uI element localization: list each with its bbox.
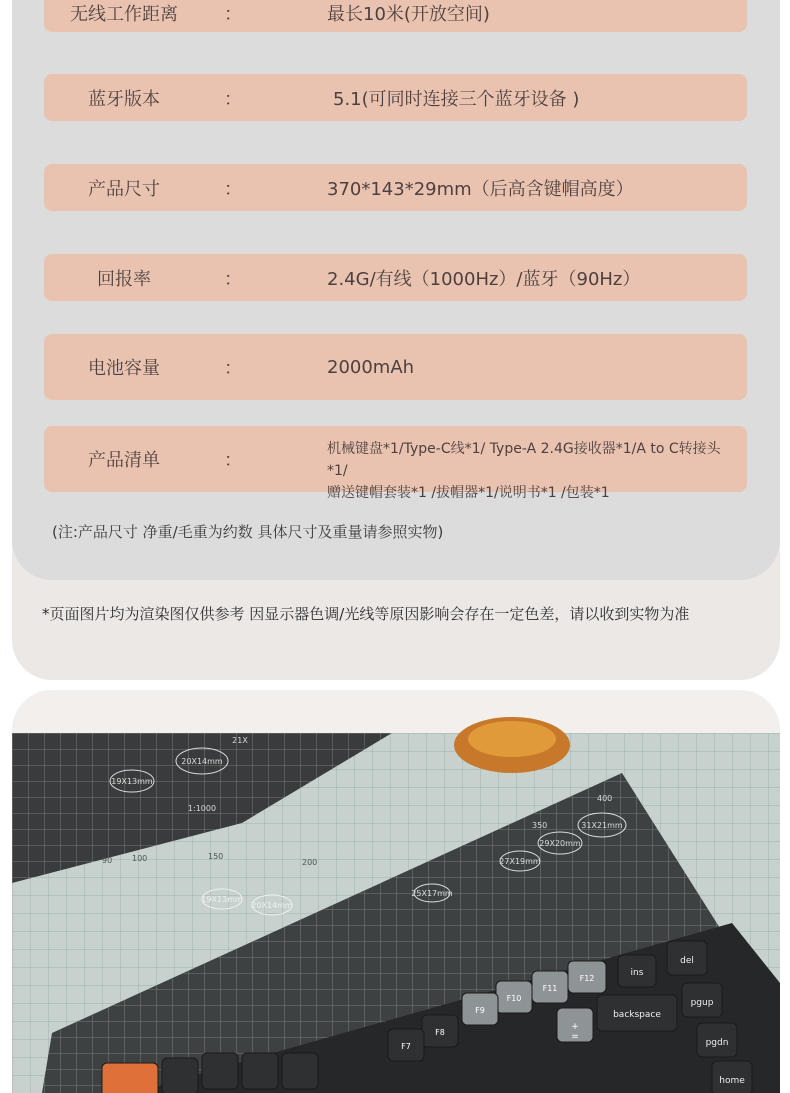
keyboard-scene	[12, 733, 780, 1093]
spec-value-line: 赠送键帽套装*1 /拔帽器*1/说明书*1 /包装*1	[327, 485, 610, 501]
spec-value: 2.4G/有线（1000Hz）/蓝牙（90Hz）	[327, 268, 641, 290]
spec-colon: ：	[224, 450, 242, 471]
key-ins: ins	[630, 968, 644, 978]
spec-value-line: 机械键盘*1/Type-C线*1/ Type-A 2.4G接收器*1/A to C转接头*1/	[327, 441, 721, 479]
key-plus: +	[571, 1022, 579, 1032]
mat-label: 27X19mm	[499, 857, 541, 866]
spec-label: 蓝牙版本	[88, 88, 160, 110]
key-f12: F12	[579, 974, 595, 983]
spec-row-battery	[44, 334, 747, 400]
spec-value: 2000mAh	[327, 356, 415, 378]
mat-label: 19X13mm	[201, 895, 243, 904]
spec-row-bluetooth	[44, 74, 747, 121]
render-disclaimer: *页面图片均为渲染图仅供参考 因显示器色调/光线等原因影响会存在一定色差，请以收到实物为准	[42, 605, 690, 623]
key-f11: F11	[542, 984, 558, 993]
ruler-number: 400	[597, 794, 613, 803]
spec-colon: ：	[224, 4, 242, 25]
key-home: home	[719, 1076, 745, 1086]
mat-label: 19X13mm	[111, 777, 153, 786]
key-equals: =	[571, 1032, 579, 1042]
key-pgup: pgup	[690, 998, 714, 1008]
spec-label: 电池容量	[88, 358, 160, 379]
spec-colon: ：	[224, 268, 242, 290]
key-f9: F9	[475, 1006, 485, 1015]
ruler-number: 200	[302, 858, 318, 867]
mat-label: 21X	[232, 736, 248, 745]
key-del: del	[680, 956, 694, 966]
key-f7: F7	[401, 1042, 411, 1051]
spec-label: 产品清单	[88, 450, 160, 471]
size-disclaimer: (注:产品尺寸 净重/毛重为约数 具体尺寸及重量请参照实物)	[52, 523, 444, 541]
spec-row-size	[44, 164, 747, 211]
escape-key-accent	[102, 1063, 158, 1093]
spec-label: 产品尺寸	[88, 178, 160, 200]
spec-value	[327, 438, 739, 504]
key-pgdn: pgdn	[705, 1038, 729, 1048]
spec-label: 回报率	[97, 268, 151, 290]
spec-value: 5.1(可同时连接三个蓝牙设备 )	[333, 88, 580, 110]
mat-label: 20X14mm	[251, 901, 293, 910]
spec-value: 370*143*29mm（后高含键帽高度）	[327, 178, 634, 200]
spec-row-polling	[44, 254, 747, 301]
spec-value: 最长10米(开放空间)	[327, 4, 490, 25]
spec-colon: ：	[224, 88, 242, 110]
key-backspace: backspace	[613, 1010, 661, 1020]
ruler-number: 100	[132, 854, 148, 863]
ruler-number: 350	[532, 821, 548, 830]
keyboard-photo	[12, 733, 780, 1093]
spec-row-package	[44, 426, 747, 501]
spec-colon: ：	[224, 178, 242, 200]
spec-label: 无线工作距离	[70, 4, 178, 25]
spec-row-range	[44, 0, 747, 32]
mat-label: 25X17mm	[411, 889, 453, 898]
mat-label: 20X14mm	[181, 757, 223, 766]
ruler-number: 150	[208, 852, 224, 861]
mat-label: 29X20mm	[539, 839, 581, 848]
mat-label: 1:1000	[187, 804, 217, 813]
mat-label: 31X21mm	[581, 821, 623, 830]
spec-colon: ：	[224, 358, 242, 379]
key-f8: F8	[435, 1028, 445, 1037]
ruler-number: 90	[102, 856, 113, 865]
product-photo-frame	[12, 690, 780, 1090]
key-f10: F10	[506, 994, 522, 1003]
